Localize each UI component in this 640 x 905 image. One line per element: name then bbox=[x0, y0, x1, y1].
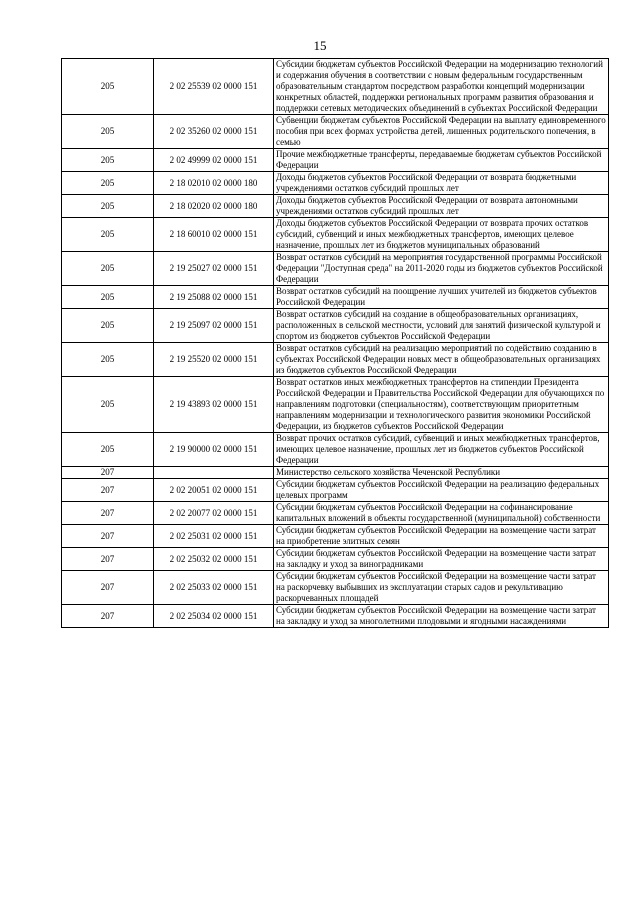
table-row bbox=[62, 195, 609, 218]
description-cell: Возврат остатков субсидий на поощрение лучших учителей из бюджетов субъектов Российской Федерации bbox=[274, 286, 609, 309]
admin-code-cell: 207 bbox=[62, 548, 154, 571]
table-row bbox=[62, 309, 609, 343]
budget-code-cell: 2 18 02020 02 0000 180 bbox=[154, 195, 274, 218]
admin-code-cell: 207 bbox=[62, 479, 154, 502]
description-cell: Субсидии бюджетам субъектов Российской Федерации на возмещение части затрат на приобретение элитных семян bbox=[274, 525, 609, 548]
table-row bbox=[62, 172, 609, 195]
admin-code-cell: 207 bbox=[62, 525, 154, 548]
admin-code-cell: 205 bbox=[62, 343, 154, 377]
table-row bbox=[62, 479, 609, 502]
description-cell: Возврат прочих остатков субсидий, субвенций и иных межбюджетных трансфертов, имеющих целевое назначение, прошлых лет из бюджетов субъектов Российской Федерации bbox=[274, 433, 609, 467]
description-cell: Возврат остатков субсидий на создание в общеобразовательных организациях, расположенных в сельской местности, условий для занятий физической культурой и спортом из бюджетов субъектов Российской Федерации bbox=[274, 309, 609, 343]
description-cell: Субсидии бюджетам субъектов Российской Федерации на софинансирование капитальных вложений в объекты государственной (муниципальной) собственности bbox=[274, 502, 609, 525]
admin-code-cell: 205 bbox=[62, 309, 154, 343]
table-row bbox=[62, 467, 609, 479]
admin-code-cell: 205 bbox=[62, 172, 154, 195]
table-row bbox=[62, 571, 609, 605]
budget-code-cell: 2 19 25088 02 0000 151 bbox=[154, 286, 274, 309]
budget-code-cell: 2 19 25520 02 0000 151 bbox=[154, 343, 274, 377]
admin-code-cell: 205 bbox=[62, 59, 154, 115]
table-row bbox=[62, 433, 609, 467]
description-cell: Субсидии бюджетам субъектов Российской Федерации на реализацию федеральных целевых программ bbox=[274, 479, 609, 502]
budget-code-cell: 2 02 25034 02 0000 151 bbox=[154, 605, 274, 628]
budget-code-cell: 2 19 43893 02 0000 151 bbox=[154, 377, 274, 433]
budget-code-cell bbox=[154, 467, 274, 479]
description-cell: Субвенции бюджетам субъектов Российской Федерации на выплату единовременного пособия при всех формах устройства детей, лишенных родительского попечения, в семью bbox=[274, 115, 609, 149]
admin-code-cell: 207 bbox=[62, 571, 154, 605]
table-row bbox=[62, 605, 609, 628]
admin-code-cell: 207 bbox=[62, 605, 154, 628]
description-cell: Доходы бюджетов субъектов Российской Федерации от возврата прочих остатков субсидий, субвенций и иных межбюджетных трансфертов, имеющих целевое назначение, прошлых лет из бюджетов муниципальных образований bbox=[274, 218, 609, 252]
description-cell: Субсидии бюджетам субъектов Российской Федерации на возмещение части затрат на раскорчевку выбывших из эксплуатации старых садов и рекультивацию раскорчеванных площадей bbox=[274, 571, 609, 605]
admin-code-cell: 205 bbox=[62, 149, 154, 172]
description-cell: Субсидии бюджетам субъектов Российской Федерации на возмещение части затрат на закладку и уход за виноградниками bbox=[274, 548, 609, 571]
budget-code-cell: 2 02 25033 02 0000 151 bbox=[154, 571, 274, 605]
admin-code-cell: 205 bbox=[62, 286, 154, 309]
page-number: 15 bbox=[313, 38, 327, 53]
budget-code-cell: 2 02 20051 02 0000 151 bbox=[154, 479, 274, 502]
budget-code-cell: 2 02 49999 02 0000 151 bbox=[154, 149, 274, 172]
description-cell: Субсидии бюджетам субъектов Российской Федерации на возмещение части затрат на закладку и уход за многолетними плодовыми и ягодными насаждениями bbox=[274, 605, 609, 628]
budget-code-cell: 2 02 25539 02 0000 151 bbox=[154, 59, 274, 115]
admin-code-cell: 205 bbox=[62, 195, 154, 218]
description-cell: Субсидии бюджетам субъектов Российской Федерации на модернизацию технологий и содержания обучения в соответствии с новым федеральным государственным образовательным стандартом посредством разработки концепций модернизации конкретных областей, поддержки региональных программ развития образования и поддержки сетевых методических объединений в субъектах Российской Федерации bbox=[274, 59, 609, 115]
description-cell: Возврат остатков иных межбюджетных трансфертов на стипендии Президента Российской Федерации и Правительства Российской Федерации для обучающихся по направлениям подготовки (специальностям), соответствующим приоритетным направлениям модернизации и технологического развития экономики Российской Федерации, из бюджетов субъектов Российской Федерации bbox=[274, 377, 609, 433]
table-row bbox=[62, 548, 609, 571]
description-cell: Доходы бюджетов субъектов Российской Федерации от возврата автономными учреждениями остатков субсидий прошлых лет bbox=[274, 195, 609, 218]
description-cell: Возврат остатков субсидий на реализацию мероприятий по содействию созданию в субъектах Российской Федерации новых мест в общеобразовательных организациях из бюджетов субъектов Российской Федерации bbox=[274, 343, 609, 377]
description-cell: Возврат остатков субсидий на мероприятия государственной программы Российской Федерации "Доступная среда" на 2011-2020 годы из бюджетов субъектов Российской Федерации bbox=[274, 252, 609, 286]
table-row bbox=[62, 218, 609, 252]
table-row bbox=[62, 149, 609, 172]
budget-code-cell: 2 19 90000 02 0000 151 bbox=[154, 433, 274, 467]
table-row bbox=[62, 343, 609, 377]
table-row bbox=[62, 525, 609, 548]
admin-code-cell: 205 bbox=[62, 115, 154, 149]
table-body bbox=[62, 59, 609, 628]
description-cell: Прочие межбюджетные трансферты, передаваемые бюджетам субъектов Российской Федерации bbox=[274, 149, 609, 172]
table-row bbox=[62, 377, 609, 433]
description-cell: Доходы бюджетов субъектов Российской Федерации от возврата бюджетными учреждениями остатков субсидий прошлых лет bbox=[274, 172, 609, 195]
table-row bbox=[62, 286, 609, 309]
table-row bbox=[62, 252, 609, 286]
table-row bbox=[62, 502, 609, 525]
description-cell: Министерство сельского хозяйства Чеченской Республики bbox=[274, 467, 609, 479]
budget-code-cell: 2 02 25032 02 0000 151 bbox=[154, 548, 274, 571]
table-row bbox=[62, 115, 609, 149]
budget-classification-table bbox=[61, 58, 609, 628]
budget-code-cell: 2 18 60010 02 0000 151 bbox=[154, 218, 274, 252]
budget-code-cell: 2 02 20077 02 0000 151 bbox=[154, 502, 274, 525]
admin-code-cell: 205 bbox=[62, 377, 154, 433]
admin-code-cell: 207 bbox=[62, 467, 154, 479]
admin-code-cell: 205 bbox=[62, 252, 154, 286]
admin-code-cell: 205 bbox=[62, 218, 154, 252]
budget-code-cell: 2 18 02010 02 0000 180 bbox=[154, 172, 274, 195]
admin-code-cell: 205 bbox=[62, 433, 154, 467]
budget-code-cell: 2 19 25097 02 0000 151 bbox=[154, 309, 274, 343]
budget-code-cell: 2 02 25031 02 0000 151 bbox=[154, 525, 274, 548]
admin-code-cell: 207 bbox=[62, 502, 154, 525]
budget-code-cell: 2 02 35260 02 0000 151 bbox=[154, 115, 274, 149]
table-row bbox=[62, 59, 609, 115]
budget-code-cell: 2 19 25027 02 0000 151 bbox=[154, 252, 274, 286]
